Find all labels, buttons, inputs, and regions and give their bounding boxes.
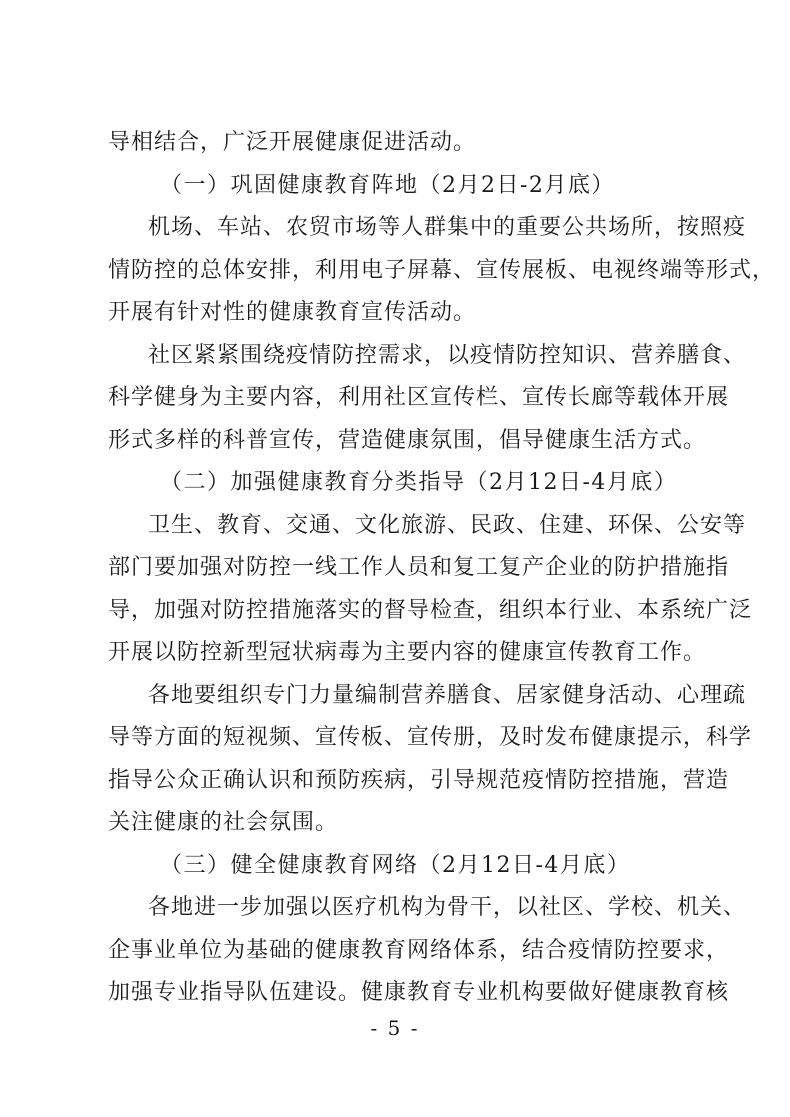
paragraph-line: 科学健身为主要内容，利用社区宣传栏、宣传长廊等载体开展: [108, 385, 730, 410]
paragraph-line: 部门要加强对防控一线工作人员和复工复产企业的防护措施指: [108, 555, 730, 580]
paragraph-continuation: 导相结合，广泛开展健康促进活动。: [108, 130, 477, 155]
paragraph-line: 各地要组织专门力量编制营养膳食、居家健身活动、心理疏: [148, 682, 747, 708]
section-heading-2: （二）加强健康教育分类指导（2月12日-4月底）: [160, 470, 678, 495]
section-heading-3: （三）健全健康教育网络（2月12日-4月底）: [160, 852, 631, 878]
paragraph-line: 开展以防控新型冠状病毒为主要内容的健康宣传教育工作。: [108, 640, 707, 665]
section-heading-1: （一）巩固健康教育阵地（2月2日-2月底）: [160, 172, 615, 198]
paragraph-line: 情防控的总体安排，利用电子屏幕、宣传展板、电视终端等形式，: [108, 257, 776, 283]
paragraph-line: 机场、车站、农贸市场等人群集中的重要公共场所，按照疫: [148, 215, 747, 240]
paragraph-line: 企事业单位为基础的健康教育网络体系，结合疫情防控要求，: [108, 937, 730, 963]
paragraph-line: 卫生、教育、交通、文化旅游、民政、住建、环保、公安等: [148, 512, 747, 538]
paragraph-line: 导，加强对防控措施落实的督导检查，组织本行业、本系统广泛: [108, 597, 753, 623]
paragraph-line: 加强专业指导队伍建设。健康教育专业机构要做好健康教育核: [108, 980, 730, 1005]
paragraph-line: 开展有针对性的健康教育宣传活动。: [108, 300, 477, 325]
paragraph-line: 社区紧紧围绕疫情防控需求，以疫情防控知识、营养膳食、: [148, 342, 747, 368]
paragraph-line: 指导公众正确认识和预防疾病，引导规范疫情防控措施，营造: [108, 767, 730, 793]
paragraph-line: 导等方面的短视频、宣传板、宣传册，及时发布健康提示，科学: [108, 725, 753, 750]
page-number: - 5 -: [370, 1015, 420, 1040]
paragraph-line: 形式多样的科普宣传，营造健康氛围，倡导健康生活方式。: [108, 427, 707, 453]
paragraph-line: 关注健康的社会氛围。: [108, 810, 339, 835]
paragraph-line: 各地进一步加强以医疗机构为骨干，以社区、学校、机关、: [148, 895, 747, 920]
